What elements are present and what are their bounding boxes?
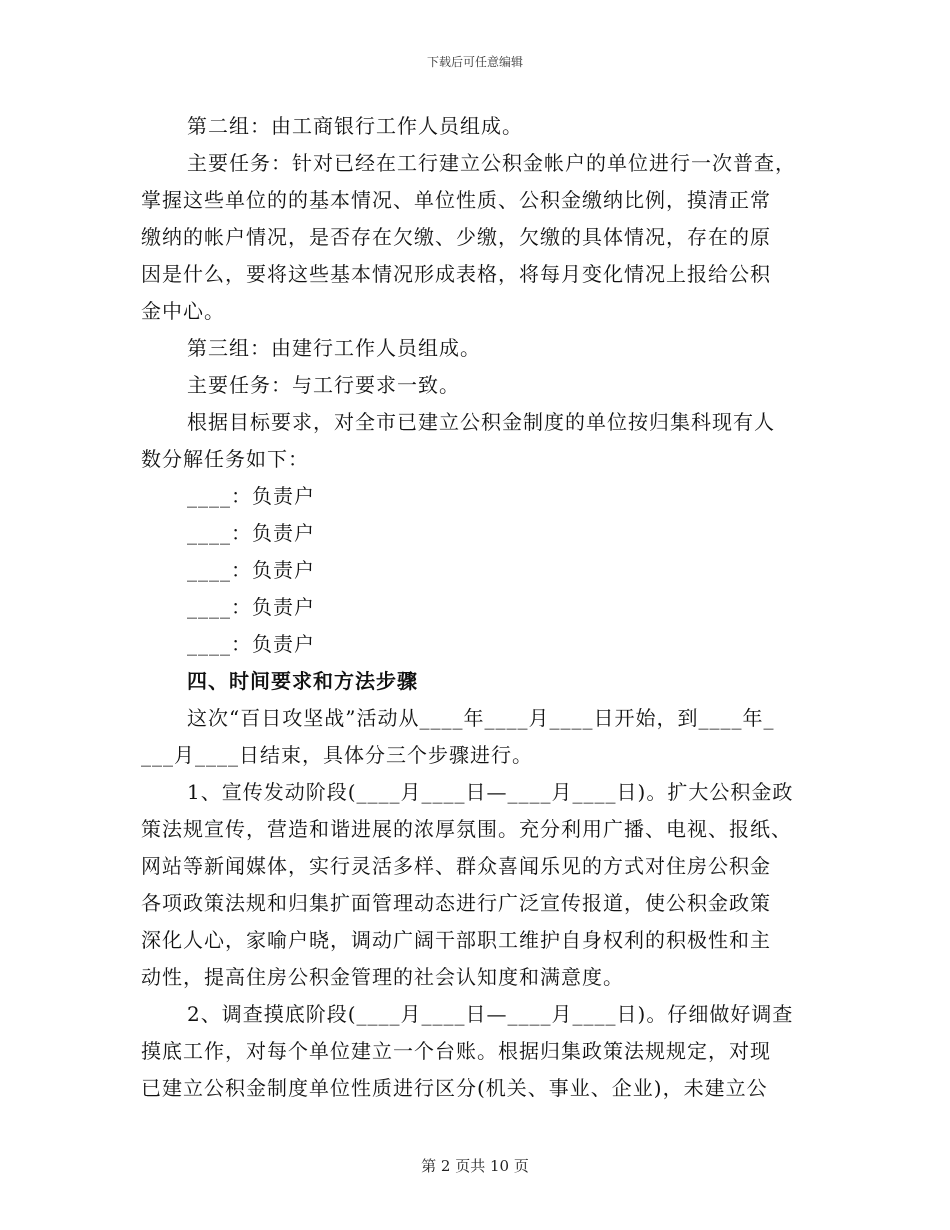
text-line: 1、宣传发动阶段(____月____日—____月____日)。扩大公积金政 xyxy=(187,780,794,804)
text-line: 网站等新闻媒体，实行灵活多样、群众喜闻乐见的方式对住房公积金 xyxy=(141,854,771,878)
section-heading: 四、时间要求和方法步骤 xyxy=(187,669,418,693)
text-line: 深化人心，家喻户晓，调动广阔干部职工维护自身权利的积极性和主 xyxy=(141,928,771,952)
text-line: 根据目标要求，对全市已建立公积金制度的单位按归集科现有人 xyxy=(187,410,775,434)
text-line: 2、调查摸底阶段(____月____日—____月____日)。仔细做好调查 xyxy=(187,1002,794,1026)
text-line: 主要任务：与工行要求一致。 xyxy=(187,373,460,397)
text-line: ____：负责户 xyxy=(187,632,315,656)
text-line: 掌握这些单位的的基本情况、单位性质、公积金缴纳比例，摸清正常 xyxy=(141,188,771,212)
text-line: 数分解任务如下： xyxy=(141,447,309,471)
text-line: 第二组：由工商银行工作人员组成。 xyxy=(187,114,523,138)
text-line: 第三组：由建行工作人员组成。 xyxy=(187,336,481,360)
document-body xyxy=(141,108,811,1107)
text-line: ____：负责户 xyxy=(187,484,315,508)
text-line: 动性，提高住房公积金管理的社会认知度和满意度。 xyxy=(141,965,624,989)
text-line: 各项政策法规和归集扩面管理动态进行广泛宣传报道，使公积金政策 xyxy=(141,891,771,915)
text-line: ___月____日结束，具体分三个步骤进行。 xyxy=(141,743,533,767)
text-line: ____：负责户 xyxy=(187,558,315,582)
page-header: 下载后可任意编辑 xyxy=(426,55,523,69)
text-line: 缴纳的帐户情况，是否存在欠缴、少缴，欠缴的具体情况，存在的原 xyxy=(141,225,771,249)
text-line: ____：负责户 xyxy=(187,521,315,545)
page-footer: 第 2 页共 10 页 xyxy=(421,1157,529,1175)
text-line: 这次“百日攻坚战”活动从____年____月____日开始，到____年_ xyxy=(187,706,775,730)
text-line: 金中心。 xyxy=(141,299,225,323)
text-line: 因是什么，要将这些基本情况形成表格，将每月变化情况上报给公积 xyxy=(141,262,771,286)
text-line: 策法规宣传，营造和谐进展的浓厚氛围。充分利用广播、电视、报纸、 xyxy=(141,817,792,841)
text-line: 摸底工作，对每个单位建立一个台账。根据归集政策法规规定，对现 xyxy=(141,1039,771,1063)
text-line: ____：负责户 xyxy=(187,595,315,619)
text-line: 主要任务：针对已经在工行建立公积金帐户的单位进行一次普查， xyxy=(187,151,796,175)
text-line: 已建立公积金制度单位性质进行区分(机关、事业、企业)，未建立公 xyxy=(141,1076,768,1100)
